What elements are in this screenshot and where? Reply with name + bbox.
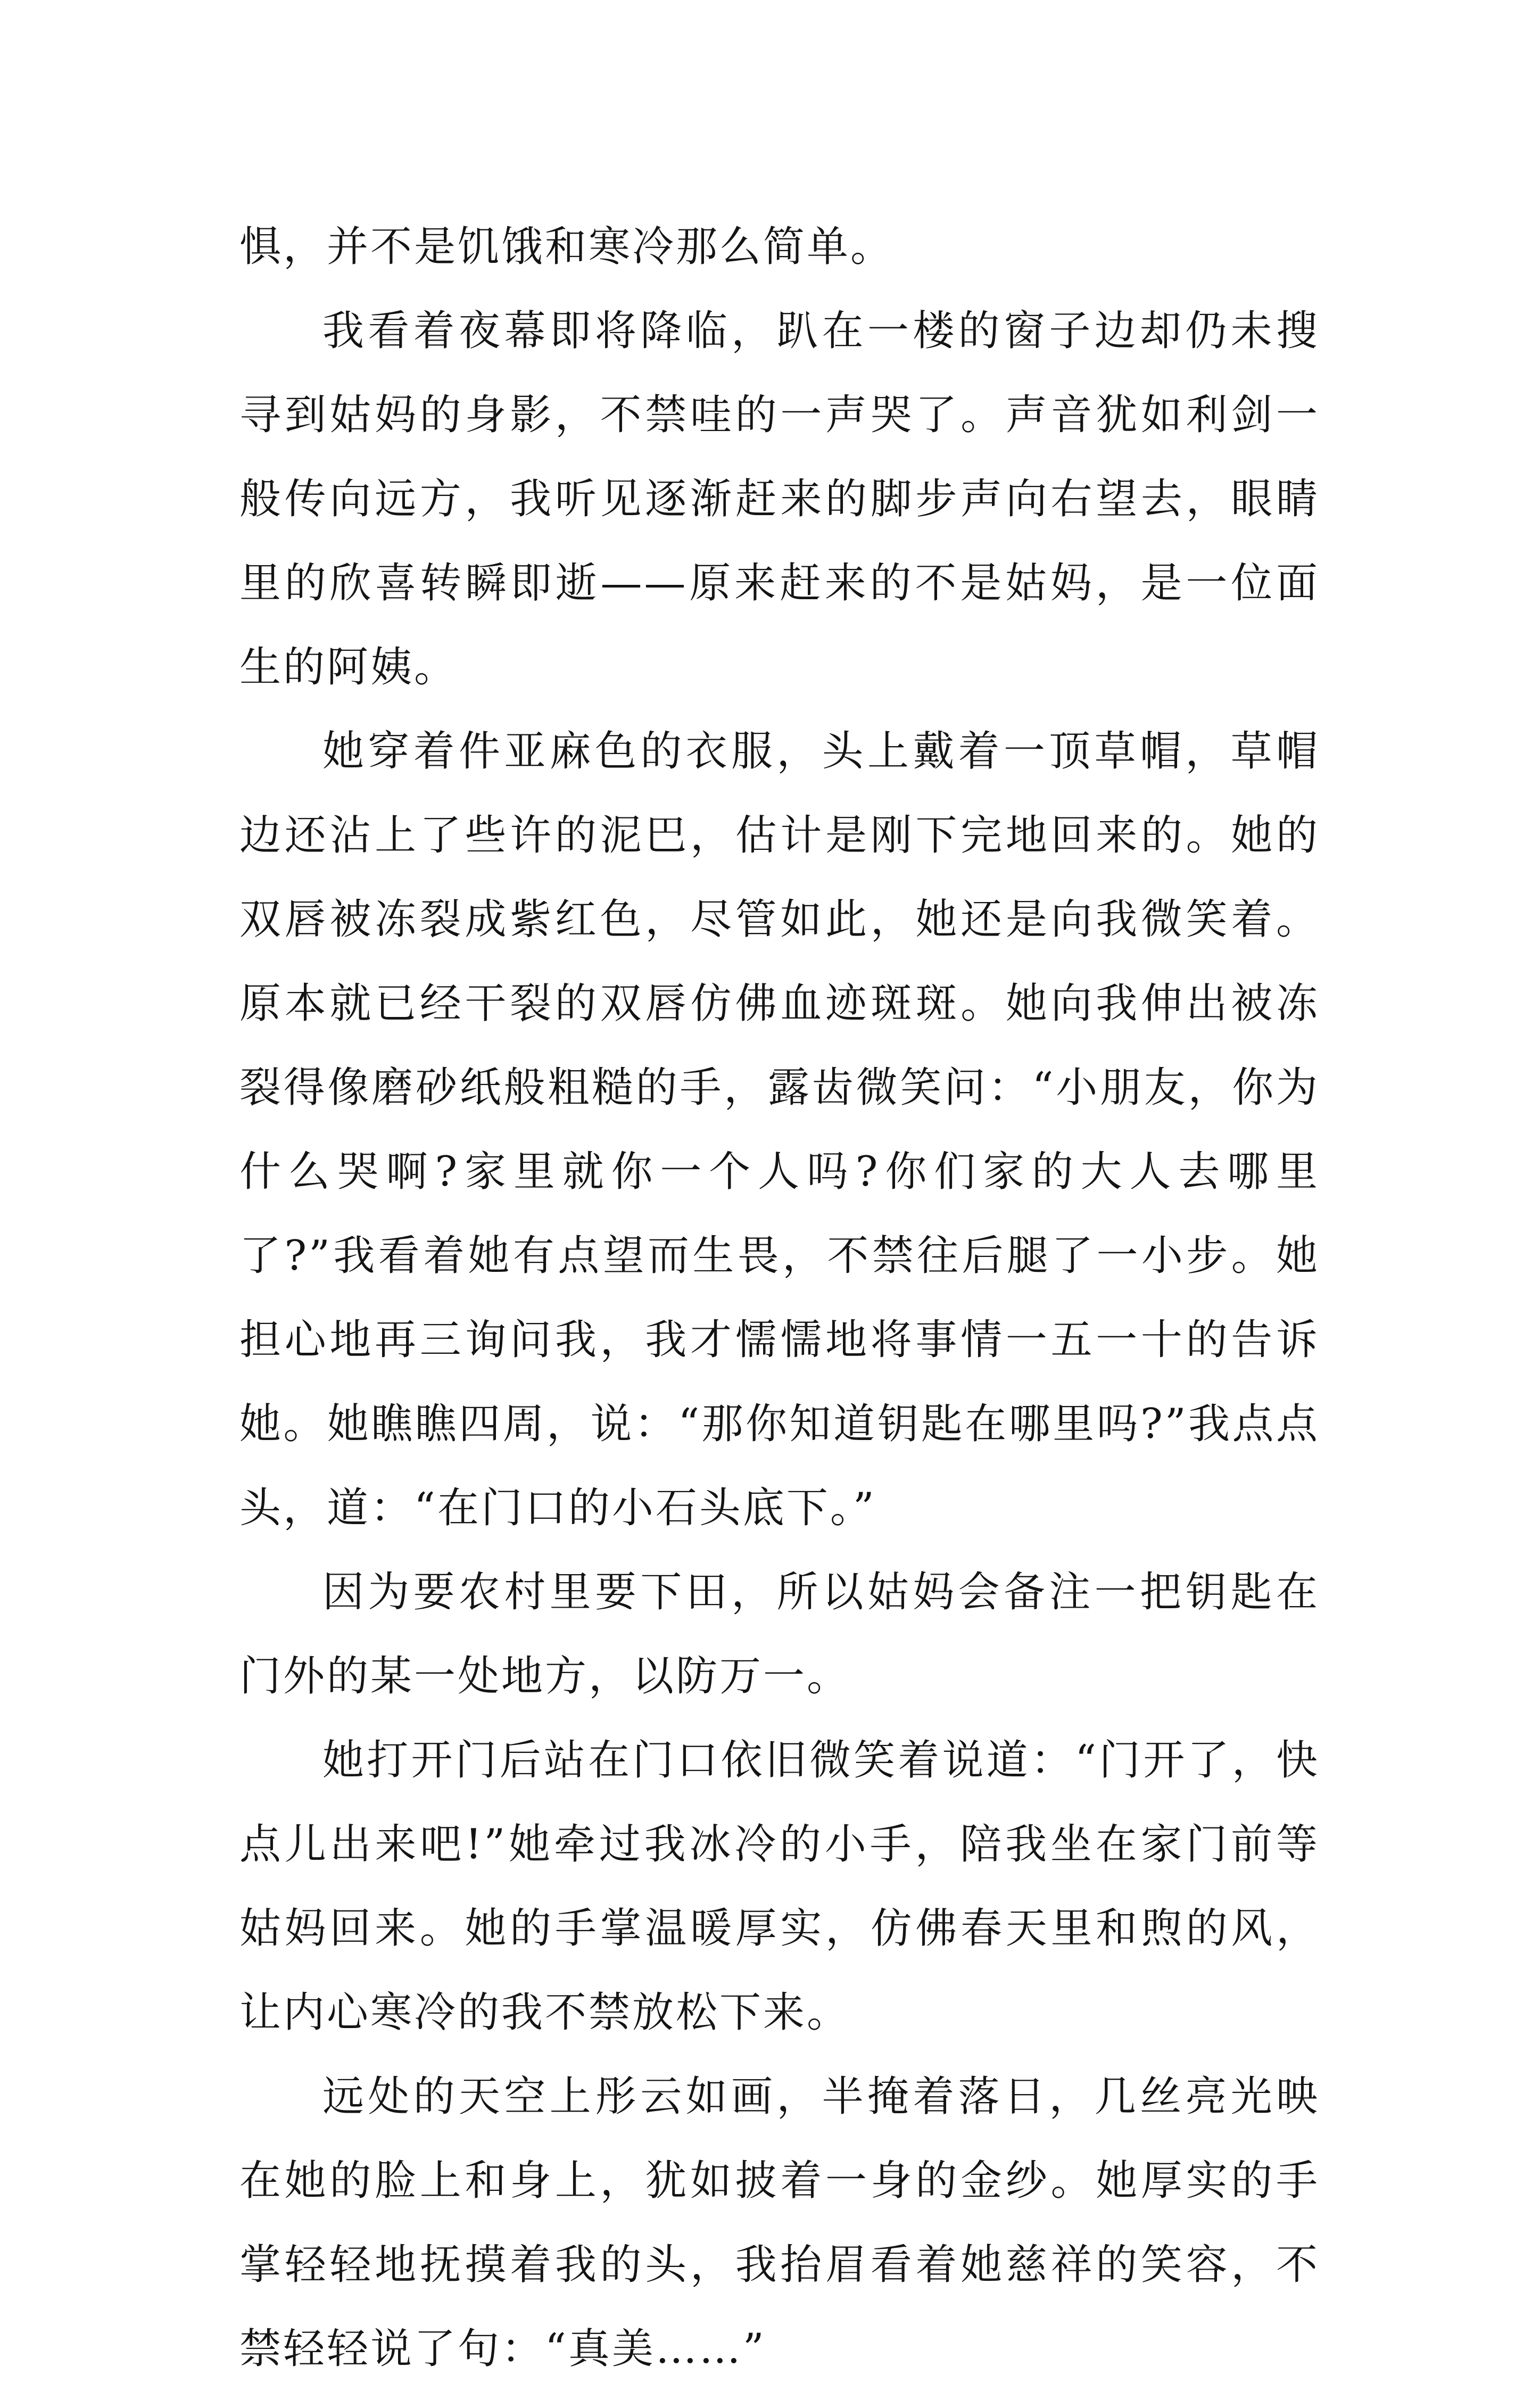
paragraph-3: 她穿着件亚麻色的衣服，头上戴着一顶草帽，草帽边还沾上了些许的泥巴，估计是刚下完地回来的。她的双唇被冻裂成紫红色，尽管如此，她还是向我微笑着。原本就已经干裂的双唇仿佛血迹斑斑。她向我伸出被冻裂得像磨砂纸般粗糙的手，露齿微笑问：“小朋友，你为什么哭啊?家里就你一个人吗?你们家的大人去哪里了?”我看着她有点望而生畏，不禁往后腿了一小步。她担心地再三询问我，我才懦懦地将事情一五一十的告诉她。她瞧瞧四周，说：“那你知道钥匙在哪里吗?”我点点头，道：“在门口的小石头底下。” xyxy=(239,727,1320,1532)
paragraph-6: 远处的天空上彤云如画，半掩着落日，几丝亮光映在她的脸上和身上，犹如披着一身的金纱。她厚实的手掌轻轻地抚摸着我的头，我抬眉看着她慈祥的笑容，不禁轻轻说了句：“真美……” xyxy=(239,2073,1320,2373)
paragraph-1: 惧，并不是饥饿和寒冷那么简单。 xyxy=(239,223,895,271)
paragraph-2: 我看着夜幕即将降临，趴在一楼的窗子边却仍未搜寻到姑妈的身影，不禁哇的一声哭了。声音犹如利剑一般传向远方，我听见逐渐赶来的脚步声向右望去，眼睛里的欣喜转瞬即逝——原来赶来的不是姑妈，是一位面生的阿姨。 xyxy=(239,307,1320,691)
paragraph-4: 因为要农村里要下田，所以姑妈会备注一把钥匙在门外的某一处地方，以防万一。 xyxy=(239,1568,1320,1700)
paragraph-5: 她打开门后站在门口依旧微笑着说道：“门开了，快点儿出来吧!”她牵过我冰冷的小手，陪我坐在家门前等姑妈回来。她的手掌温暖厚实，仿佛春天里和煦的风，让内心寒冷的我不禁放松下来。 xyxy=(239,1736,1320,2037)
text-body xyxy=(239,205,1320,2391)
